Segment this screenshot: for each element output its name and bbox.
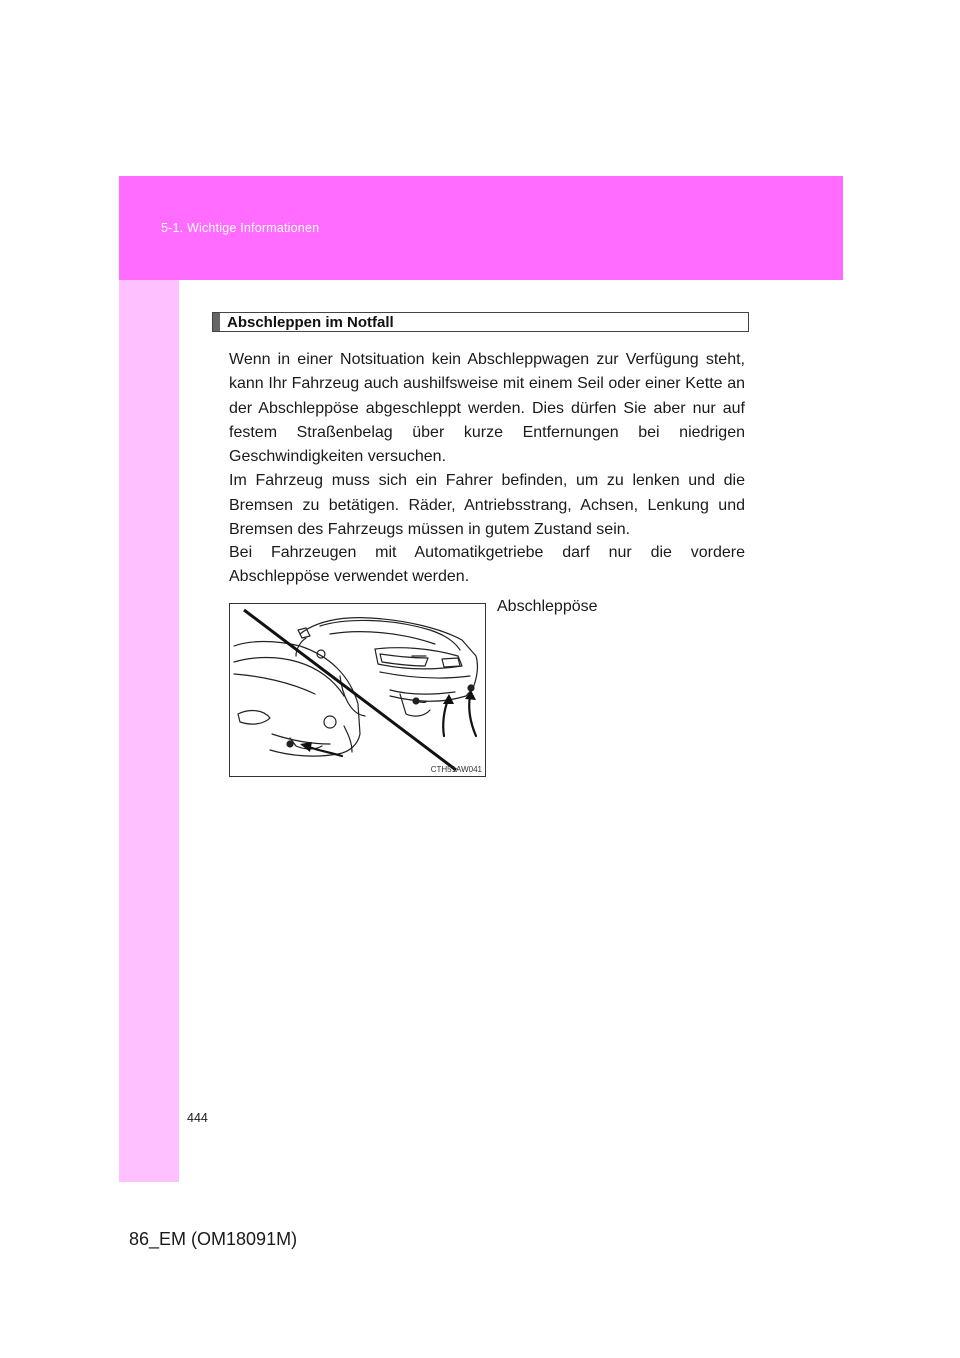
footer-document-id: 86_EM (OM18091M) <box>129 1229 298 1249</box>
body-paragraph-2: Bei Fahrzeugen mit Automatikgetriebe darf nur die vordere Abschleppöse verwendet werden. <box>229 544 745 586</box>
body-paragraph-1 <box>229 348 745 542</box>
paragraph-text: Wenn in einer Notsituation kein Abschleppwagen zur Verfügung steht, kann Ihr Fahrzeug auch aushilfsweise mit einem Seil oder einer Kette an der Abschleppöse abgeschleppt werden. Dies dürfen Sie aber nur auf festem Straßenbelag über kurze Entfernungen bei niedrigen Geschwindigkeiten versuchen. <box>229 351 745 466</box>
figure-code: CTH51AW041 <box>430 765 482 774</box>
section-heading-marker <box>213 313 220 331</box>
side-band <box>119 176 179 1182</box>
car-rear-front-drawing <box>230 604 487 778</box>
page-number: 444 <box>187 1111 208 1125</box>
section-heading <box>212 312 749 332</box>
section-title: Abschleppen im Notfall <box>227 314 394 331</box>
figure-callout-label: Abschleppöse <box>497 598 598 615</box>
towing-eye-illustration <box>229 603 486 777</box>
section-breadcrumb: 5-1. Wichtige Informationen <box>161 221 320 235</box>
paragraph-text: Im Fahrzeug muss sich ein Fahrer befinden, um zu lenken und die Bremsen zu betätigen. Räder, Antriebsstrang, Achsen, Lenkung und Bremsen des Fahrzeugs müssen in gutem Zustand sein. <box>229 472 745 539</box>
